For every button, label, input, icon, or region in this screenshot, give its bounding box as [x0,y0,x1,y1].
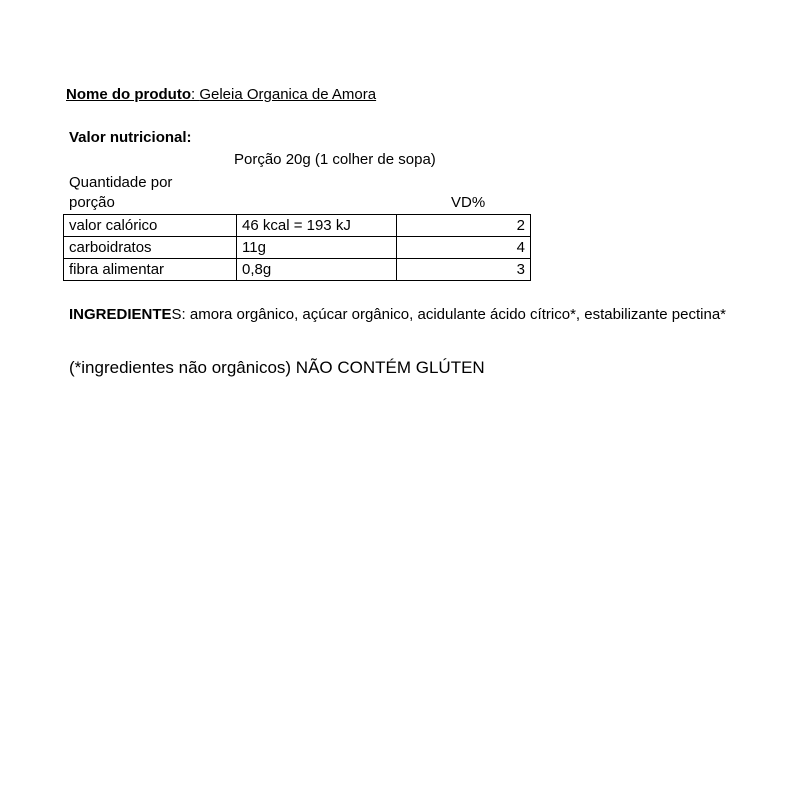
product-name-line [66,86,376,103]
nutrient-amount: 46 kcal = 193 kJ [237,215,397,237]
nutrient-name: carboidratos [64,237,237,259]
nutrient-amount: 0,8g [237,259,397,281]
product-name-value: Geleia Organica de Amora [199,86,377,103]
nutrient-name: valor calórico [64,215,237,237]
nutrient-vd: 2 [397,215,531,237]
nutrient-vd: 4 [397,237,531,259]
nutrition-table [63,214,531,281]
quantity-label-line-2: porção [69,194,115,211]
portion-size: Porção 20g (1 colher de sopa) [234,151,436,168]
product-name-separator: : [190,86,200,103]
quantity-per-portion-label [69,173,172,213]
table-row [64,259,531,281]
ingredients-text: amora orgânico, açúcar orgânico, acidulante ácido cítrico*, estabilizante pectina* [189,306,726,323]
ingredients-label: INGREDIENTE [69,306,172,323]
nutrient-name: fibra alimentar [64,259,237,281]
product-name-label: Nome do produto [66,86,191,103]
ingredients-label-suffix: S: [171,306,190,323]
vd-column-header: VD% [451,194,486,211]
footnote: (*ingredientes não orgânicos) NÃO CONTÉM GLÚTEN [69,358,485,377]
nutrient-amount: 11g [237,237,397,259]
nutrient-vd: 3 [397,259,531,281]
ingredients-line [69,306,726,323]
quantity-label-line-1: Quantidade por [69,174,173,191]
table-row [64,215,531,237]
table-row [64,237,531,259]
nutrition-heading: Valor nutricional: [69,129,192,146]
